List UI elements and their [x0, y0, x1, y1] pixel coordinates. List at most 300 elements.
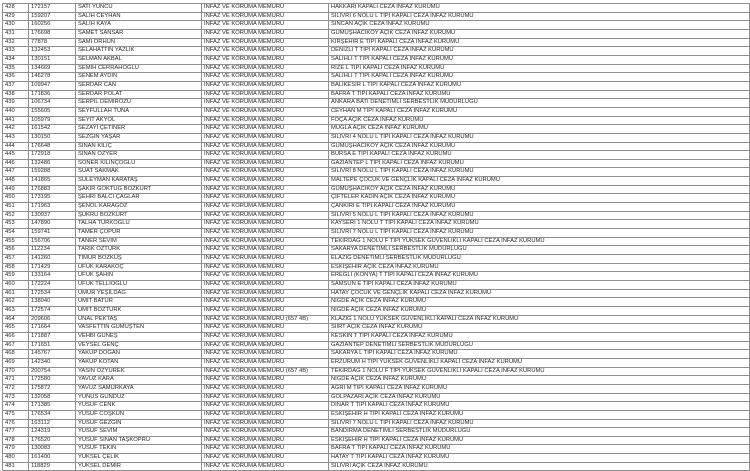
job-title-cell: İNFAZ VE KORUMA MEMURU — [202, 133, 329, 142]
table-row — [3, 350, 750, 359]
assigned-institution-cell: SALİHLİ T TİPİ KAPALI CEZA İNFAZ KURUMU — [329, 55, 750, 64]
job-title-cell: İNFAZ VE KORUMA MEMURU — [202, 4, 329, 13]
row-number-cell: 434 — [3, 55, 29, 64]
table-row — [3, 332, 750, 341]
row-number-cell: 477 — [3, 428, 29, 437]
job-title-cell: İNFAZ VE KORUMA MEMURU — [202, 194, 329, 203]
full-name-cell: SUAT SAKMAK — [76, 168, 202, 177]
assigned-institution-cell: SALİHLİ T TİPİ KAPALI CEZA İNFAZ KURUMU — [329, 73, 750, 82]
row-number-cell: 437 — [3, 81, 29, 90]
registry-number-cell: 141260 — [29, 255, 76, 264]
job-title-cell: İNFAZ VE KORUMA MEMURU — [202, 445, 329, 454]
assigned-institution-cell: SİİRT AÇIK CEZA İNFAZ KURUMU — [329, 324, 750, 333]
table-row — [3, 177, 750, 186]
table-row — [3, 419, 750, 428]
full-name-cell: VEHBİ GÜNEŞ — [76, 332, 202, 341]
table-row — [3, 255, 750, 264]
row-number-cell: 471 — [3, 376, 29, 385]
full-name-cell: YUNUS GÜNDÜZ — [76, 393, 202, 402]
table-row — [3, 159, 750, 168]
table-row — [3, 142, 750, 151]
assigned-institution-cell: EREĞLİ (KONYA) T TİPİ KAPALI CEZA İNFAZ KURUMU — [329, 272, 750, 281]
job-title-cell: İNFAZ VE KORUMA MEMURU — [202, 376, 329, 385]
assigned-institution-cell: HAKKARİ KAPALI CEZA İNFAZ KURUMU — [329, 4, 750, 13]
table-row — [3, 358, 750, 367]
row-number-cell: 446 — [3, 159, 29, 168]
row-number-cell: 461 — [3, 289, 29, 298]
registry-number-cell: 172534 — [29, 289, 76, 298]
assigned-institution-cell: SİLİVRİ AÇIK CEZA İNFAZ KURUMU — [329, 462, 750, 471]
registry-number-cell: 172918 — [29, 151, 76, 160]
row-number-cell: 472 — [3, 384, 29, 393]
full-name-cell: SEZGİN YAŞAR — [76, 133, 202, 142]
job-title-cell: İNFAZ VE KORUMA MEMURU — [202, 73, 329, 82]
row-number-cell: 444 — [3, 142, 29, 151]
full-name-cell: SERDAR CAN — [76, 81, 202, 90]
full-name-cell: YUSUF COŞKUN — [76, 410, 202, 419]
full-name-cell: SATI YÜNCÜ — [76, 4, 202, 13]
table-row — [3, 194, 750, 203]
table-row — [3, 341, 750, 350]
table-row — [3, 454, 750, 463]
full-name-cell: SENEM AYDIN — [76, 73, 202, 82]
registry-number-cell: 130037 — [29, 211, 76, 220]
job-title-cell: İNFAZ VE KORUMA MEMURU — [202, 358, 329, 367]
row-number-cell: 470 — [3, 367, 29, 376]
job-title-cell: İNFAZ VE KORUMA MEMURU — [202, 462, 329, 471]
assigned-institution-cell: SAKARYA DENETİMLİ SERBESTLİK MÜDÜRLÜĞÜ — [329, 246, 750, 255]
assigned-institution-cell: DENİZLİ T TİPİ KAPALI CEZA İNFAZ KURUMU — [329, 47, 750, 56]
row-number-cell: 464 — [3, 315, 29, 324]
row-number-cell: 430 — [3, 21, 29, 30]
table-row — [3, 367, 750, 376]
assigned-institution-cell: SİLİVRİ 7 NOLU L TİPİ KAPALI CEZA İNFAZ KURUMU — [329, 229, 750, 238]
job-title-cell: İNFAZ VE KORUMA MEMURU — [202, 159, 329, 168]
row-number-cell: 467 — [3, 341, 29, 350]
table-row — [3, 445, 750, 454]
assigned-institution-cell: SAKARYA L TİPİ KAPALI CEZA İNFAZ KURUMU — [329, 350, 750, 359]
full-name-cell: TARIK ÖZTÜRK — [76, 246, 202, 255]
table-body — [3, 4, 750, 471]
row-number-cell: 431 — [3, 29, 29, 38]
table-row — [3, 306, 750, 315]
row-number-cell: 465 — [3, 324, 29, 333]
full-name-cell: UMUR YEŞİLDAĞ — [76, 289, 202, 298]
full-name-cell: SELMAN AKBAL — [76, 55, 202, 64]
assigned-institution-cell: SİLİVRİ 6 NOLU L TİPİ KAPALI CEZA İNFAZ KURUMU — [329, 12, 750, 21]
assigned-institution-cell: GÖLPAZARI AÇIK CEZA İNFAZ KURUMU — [329, 393, 750, 402]
table-row — [3, 298, 750, 307]
registry-number-cell: 172574 — [29, 306, 76, 315]
job-title-cell: İNFAZ VE KORUMA MEMURU — [202, 12, 329, 21]
row-number-cell: 456 — [3, 246, 29, 255]
assigned-institution-cell: SİLİVRİ 5 NOLU L TİPİ KAPALI CEZA İNFAZ KURUMU — [329, 211, 750, 220]
row-number-cell: 481 — [3, 462, 29, 471]
job-title-cell: İNFAZ VE KORUMA MEMURU — [202, 237, 329, 246]
job-title-cell: İNFAZ VE KORUMA MEMURU — [202, 47, 329, 56]
job-title-cell: İNFAZ VE KORUMA MEMURU — [202, 116, 329, 125]
assigned-institution-cell: ÇİFTELER KADIN AÇIK CEZA İNFAZ KURUMU — [329, 194, 750, 203]
full-name-cell: SERPİL DEMİRÖZÜ — [76, 99, 202, 108]
job-title-cell: İNFAZ VE KORUMA MEMURU — [202, 332, 329, 341]
assigned-institution-cell: SİLİVRİ 7 NOLU L TİPİ KAPALI CEZA İNFAZ KURUMU — [329, 419, 750, 428]
job-title-cell: İNFAZ VE KORUMA MEMURU — [202, 324, 329, 333]
row-number-cell: 474 — [3, 402, 29, 411]
job-title-cell: İNFAZ VE KORUMA MEMURU — [202, 90, 329, 99]
registry-number-cell: 145767 — [29, 350, 76, 359]
assigned-institution-cell: DİNAR T TİPİ KAPALI CEZA İNFAZ KURUMU — [329, 402, 750, 411]
assigned-institution-cell: BAFRA T TİPİ KAPALI CEZA İNFAZ KURUMU — [329, 445, 750, 454]
registry-number-cell: 171664 — [29, 324, 76, 333]
table-row — [3, 125, 750, 134]
assigned-institution-cell: BALIKESİR L TİPİ KAPALI CEZA İNFAZ KURUMU — [329, 81, 750, 90]
assigned-institution-cell: BAFRA T TİPİ KAPALI CEZA İNFAZ KURUMU — [329, 90, 750, 99]
assigned-institution-cell: KAYSERİ 1 NOLU T TİPİ KAPALI CEZA İNFAZ KURUMU — [329, 220, 750, 229]
row-number-cell: 441 — [3, 116, 29, 125]
registry-number-cell: 138040 — [29, 298, 76, 307]
full-name-cell: UFUK ŞAHİN — [76, 272, 202, 281]
table-row — [3, 168, 750, 177]
row-number-cell: 445 — [3, 151, 29, 160]
job-title-cell: İNFAZ VE KORUMA MEMURU — [202, 341, 329, 350]
row-number-cell: 443 — [3, 133, 29, 142]
registry-number-cell: 171385 — [29, 402, 76, 411]
job-title-cell: İNFAZ VE KORUMA MEMURU — [202, 393, 329, 402]
row-number-cell: 440 — [3, 107, 29, 116]
full-name-cell: SALİH KAYA — [76, 21, 202, 30]
table-row — [3, 324, 750, 333]
registry-number-cell: 130151 — [29, 55, 76, 64]
full-name-cell: TANER SEVİM — [76, 237, 202, 246]
full-name-cell: ÜNAL PEKTAŞ — [76, 315, 202, 324]
assigned-institution-cell: NİĞDE AÇIK CEZA İNFAZ KURUMU — [329, 298, 750, 307]
full-name-cell: ÜMİT BOZTÜRK — [76, 306, 202, 315]
full-name-cell: SÜLEYMAN KARATAŞ — [76, 177, 202, 186]
full-name-cell: TAMER ÇOPUR — [76, 229, 202, 238]
assigned-institution-cell: BANDIRMA DENETİMLİ SERBESTLİK MÜDÜRLÜĞÜ — [329, 428, 750, 437]
registry-number-cell: 159288 — [29, 168, 76, 177]
full-name-cell: SİNAN KILIÇ — [76, 142, 202, 151]
full-name-cell: TALHA TÜRKOĞLU — [76, 220, 202, 229]
job-title-cell: İNFAZ VE KORUMA MEMURU — [202, 428, 329, 437]
job-title-cell: İNFAZ VE KORUMA MEMURU — [202, 81, 329, 90]
full-name-cell: SİNAN ÖZYER — [76, 151, 202, 160]
registry-number-cell: 163112 — [29, 419, 76, 428]
job-title-cell: İNFAZ VE KORUMA MEMURU — [202, 272, 329, 281]
registry-number-cell: 132486 — [29, 159, 76, 168]
full-name-cell: SEYİT AKYOL — [76, 116, 202, 125]
registry-number-cell: 141865 — [29, 177, 76, 186]
registry-number-cell: 176648 — [29, 142, 76, 151]
table-row — [3, 315, 750, 324]
registry-number-cell: 161542 — [29, 125, 76, 134]
table-row — [3, 29, 750, 38]
row-number-cell: 459 — [3, 272, 29, 281]
full-name-cell: TİMUR BOZKUŞ — [76, 255, 202, 264]
registry-number-cell: 209606 — [29, 315, 76, 324]
full-name-cell: YAVUZ KARA — [76, 376, 202, 385]
assigned-institution-cell: SAMSUN E TİPİ KAPALI CEZA İNFAZ KURUMU — [329, 281, 750, 290]
full-name-cell: SAMİ ORHUN — [76, 38, 202, 47]
table-row — [3, 99, 750, 108]
full-name-cell: YÜKSEL DEMİR — [76, 462, 202, 471]
registry-number-cell: 171963 — [29, 203, 76, 212]
registry-number-cell: 161400 — [29, 454, 76, 463]
job-title-cell: İNFAZ VE KORUMA MEMURU — [202, 55, 329, 64]
registry-number-cell: 130083 — [29, 445, 76, 454]
row-number-cell: 453 — [3, 220, 29, 229]
assigned-institution-cell: ESKİŞEHİR AÇIK CEZA İNFAZ KURUMU — [329, 263, 750, 272]
registry-number-cell: 156706 — [29, 237, 76, 246]
row-number-cell: 452 — [3, 211, 29, 220]
table-row — [3, 12, 750, 21]
full-name-cell: YAKUP KOTAN — [76, 358, 202, 367]
full-name-cell: YUSUF TEKİN — [76, 445, 202, 454]
registry-number-cell: 105979 — [29, 116, 76, 125]
registry-number-cell: 171429 — [29, 263, 76, 272]
assigned-institution-cell: MALTEPE ÇOCUK VE GENÇLİK KAPALI CEZA İNFAZ KURUMU — [329, 177, 750, 186]
registry-number-cell: 176883 — [29, 185, 76, 194]
full-name-cell: SEZAYİ ÇETİNER — [76, 125, 202, 134]
job-title-cell: İNFAZ VE KORUMA MEMURU — [202, 99, 329, 108]
full-name-cell: YAVUZ SAMURKAYA — [76, 384, 202, 393]
job-title-cell: İNFAZ VE KORUMA MEMURU — [202, 410, 329, 419]
assigned-institution-cell: HATAY T TİPİ KAPALI CEZA İNFAZ KURUMU — [329, 454, 750, 463]
row-number-cell: 469 — [3, 358, 29, 367]
table-row — [3, 384, 750, 393]
assigned-institution-cell: BURSA E TİPİ KAPALI CEZA İNFAZ KURUMU — [329, 151, 750, 160]
registry-number-cell: 172157 — [29, 4, 76, 13]
assigned-institution-cell: GAZİANTEP DENETİMLİ SERBESTLİK MÜDÜRLÜĞÜ — [329, 341, 750, 350]
full-name-cell: ŞAKİR GÖKTUĞ BOZKURT — [76, 185, 202, 194]
registry-number-cell: 130150 — [29, 133, 76, 142]
assigned-institution-cell: ERZURUM H TİPİ YÜKSEK GÜVENLİKLİ KAPALI CEZA İNFAZ KURUMU — [329, 358, 750, 367]
registry-number-cell: 146278 — [29, 73, 76, 82]
registry-number-cell: 171836 — [29, 90, 76, 99]
assigned-institution-cell: GÜMÜŞHACIKÖY AÇIK CEZA İNFAZ KURUMU — [329, 142, 750, 151]
table-row — [3, 55, 750, 64]
assigned-institution-cell: KIRŞEHİR E TİPİ KAPALI CEZA İNFAZ KURUMU — [329, 38, 750, 47]
job-title-cell: İNFAZ VE KORUMA MEMURU — [202, 281, 329, 290]
assigned-institution-cell: ELAZIĞ DENETİMLİ SERBESTLİK MÜDÜRLÜĞÜ — [329, 255, 750, 264]
table-row — [3, 81, 750, 90]
registry-number-cell: 175872 — [29, 384, 76, 393]
row-number-cell: 438 — [3, 90, 29, 99]
registry-number-cell: 176698 — [29, 29, 76, 38]
job-title-cell: İNFAZ VE KORUMA MEMURU — [202, 419, 329, 428]
row-number-cell: 429 — [3, 12, 29, 21]
table-row — [3, 47, 750, 56]
job-title-cell: İNFAZ VE KORUMA MEMURU — [202, 64, 329, 73]
job-title-cell: İNFAZ VE KORUMA MEMURU — [202, 107, 329, 116]
job-title-cell: İNFAZ VE KORUMA MEMURU — [202, 38, 329, 47]
row-number-cell: 468 — [3, 350, 29, 359]
row-number-cell: 476 — [3, 419, 29, 428]
job-title-cell: İNFAZ VE KORUMA MEMURU — [202, 151, 329, 160]
job-title-cell: İNFAZ VE KORUMA MEMURU — [202, 350, 329, 359]
registry-number-cell: 173195 — [29, 194, 76, 203]
assigned-institution-cell: ESKİŞEHİR H TİPİ KAPALI CEZA İNFAZ KURUMU — [329, 410, 750, 419]
assigned-institution-cell: AĞRI M TİPİ KAPALI CEZA İNFAZ KURUMU — [329, 384, 750, 393]
full-name-cell: YUSUF GEZGİN — [76, 419, 202, 428]
job-title-cell: İNFAZ VE KORUMA MEMURU — [202, 21, 329, 30]
assigned-institution-cell: NİĞDE AÇIK CEZA İNFAZ KURUMU — [329, 306, 750, 315]
assigned-institution-cell: GÜMÜŞHACIKÖY AÇIK CEZA İNFAZ KURUMU — [329, 29, 750, 38]
row-number-cell: 432 — [3, 38, 29, 47]
job-title-cell: İNFAZ VE KORUMA MEMURU — [202, 306, 329, 315]
registry-number-cell: 124319 — [29, 428, 76, 437]
row-number-cell: 462 — [3, 298, 29, 307]
table-row — [3, 133, 750, 142]
registry-number-cell: 109947 — [29, 81, 76, 90]
full-name-cell: SEYFULLAH TUNA — [76, 107, 202, 116]
full-name-cell: SONER KILINÇOĞLU — [76, 159, 202, 168]
registry-number-cell: 112234 — [29, 246, 76, 255]
table-row — [3, 289, 750, 298]
table-row — [3, 38, 750, 47]
row-number-cell: 449 — [3, 185, 29, 194]
full-name-cell: YASİN ÖZYUREK — [76, 367, 202, 376]
job-title-cell: İNFAZ VE KORUMA MEMURU — [202, 436, 329, 445]
job-title-cell: İNFAZ VE KORUMA MEMURU (657 4B) — [202, 367, 329, 376]
table-row — [3, 229, 750, 238]
table-row — [3, 237, 750, 246]
assigned-institution-cell: KESKİN T TİPİ KAPALI CEZA İNFAZ KURUMU — [329, 332, 750, 341]
job-title-cell: İNFAZ VE KORUMA MEMURU — [202, 454, 329, 463]
registry-number-cell: 118829 — [29, 462, 76, 471]
assigned-institution-cell: ÇANKIRI E TİPİ KAPALI CEZA İNFAZ KURUMU — [329, 203, 750, 212]
job-title-cell: İNFAZ VE KORUMA MEMURU — [202, 263, 329, 272]
assigned-institution-cell: HATAY ÇOCUK VE GENÇLİK KAPALI CEZA İNFAZ KURUMU — [329, 289, 750, 298]
full-name-cell: YUSUF CENK — [76, 402, 202, 411]
full-name-cell: SALİH CEYHAN — [76, 12, 202, 21]
full-name-cell: ÜMİT BATUR — [76, 298, 202, 307]
table-row — [3, 21, 750, 30]
job-title-cell: İNFAZ VE KORUMA MEMURU — [202, 289, 329, 298]
row-number-cell: 454 — [3, 229, 29, 238]
registry-number-cell: 106734 — [29, 99, 76, 108]
full-name-cell: YUSUF SEVİM — [76, 428, 202, 437]
table-row — [3, 436, 750, 445]
assigned-institution-cell: SİLİVRİ 4 NOLU L TİPİ KAPALI CEZA İNFAZ KURUMU — [329, 133, 750, 142]
job-title-cell: İNFAZ VE KORUMA MEMURU — [202, 185, 329, 194]
table-row — [3, 393, 750, 402]
registry-number-cell: 176520 — [29, 436, 76, 445]
full-name-cell: YAKUP DOĞAN — [76, 350, 202, 359]
table-row — [3, 376, 750, 385]
table-row — [3, 64, 750, 73]
table-row — [3, 90, 750, 99]
job-title-cell: İNFAZ VE KORUMA MEMURU — [202, 142, 329, 151]
assigned-institution-cell: NİĞDE AÇIK CEZA İNFAZ KURUMU — [329, 376, 750, 385]
row-number-cell: 428 — [3, 4, 29, 13]
table-row — [3, 246, 750, 255]
row-number-cell: 458 — [3, 263, 29, 272]
table-row — [3, 185, 750, 194]
full-name-cell: SERDAR POLAT — [76, 90, 202, 99]
full-name-cell: VEYSEL GENÇ — [76, 341, 202, 350]
registry-number-cell: 159207 — [29, 12, 76, 21]
job-title-cell: İNFAZ VE KORUMA MEMURU — [202, 177, 329, 186]
assigned-institution-cell: GÜMÜŞHACIKÖY AÇIK CEZA İNFAZ KURUMU — [329, 185, 750, 194]
row-number-cell: 463 — [3, 306, 29, 315]
row-number-cell: 479 — [3, 445, 29, 454]
job-title-cell: İNFAZ VE KORUMA MEMURU — [202, 203, 329, 212]
assigned-institution-cell: FOÇA AÇIK CEZA İNFAZ KURUMU — [329, 116, 750, 125]
job-title-cell: İNFAZ VE KORUMA MEMURU — [202, 29, 329, 38]
row-number-cell: 435 — [3, 64, 29, 73]
table-row — [3, 107, 750, 116]
registry-number-cell: 77878 — [29, 38, 76, 47]
table-row — [3, 402, 750, 411]
job-title-cell: İNFAZ VE KORUMA MEMURU — [202, 298, 329, 307]
full-name-cell: VASFETTİN GÜMÜŞTEN — [76, 324, 202, 333]
row-number-cell: 457 — [3, 255, 29, 264]
full-name-cell: ŞEHRİ BALCI ÇAĞLAR — [76, 194, 202, 203]
full-name-cell: ŞENOL KARAGÖZ — [76, 203, 202, 212]
job-title-cell: İNFAZ VE KORUMA MEMURU — [202, 255, 329, 264]
registry-number-cell: 176534 — [29, 410, 76, 419]
table-row — [3, 410, 750, 419]
row-number-cell: 475 — [3, 410, 29, 419]
assigned-institution-cell: ANKARA BATI DENETİMLİ SERBESTLİK MÜDÜRLÜĞÜ — [329, 99, 750, 108]
row-number-cell: 460 — [3, 281, 29, 290]
full-name-cell: YÜKSEL ÇELİK — [76, 454, 202, 463]
full-name-cell: SEMİH CERRAHOĞLU — [76, 64, 202, 73]
full-name-cell: ŞÜKRÜ BOZKURT — [76, 211, 202, 220]
registry-number-cell: 155605 — [29, 107, 76, 116]
registry-number-cell: 133164 — [29, 272, 76, 281]
row-number-cell: 436 — [3, 73, 29, 82]
row-number-cell: 433 — [3, 47, 29, 56]
row-number-cell: 448 — [3, 177, 29, 186]
table-row — [3, 220, 750, 229]
row-number-cell: 447 — [3, 168, 29, 177]
full-name-cell: SELAHATTİN YAZLIK — [76, 47, 202, 56]
table-row — [3, 462, 750, 471]
registry-number-cell: 172580 — [29, 376, 76, 385]
job-title-cell: İNFAZ VE KORUMA MEMURU — [202, 229, 329, 238]
job-title-cell: İNFAZ VE KORUMA MEMURU — [202, 211, 329, 220]
assigned-institution-cell: SİNCAN AÇIK CEZA İNFAZ KURUMU — [329, 21, 750, 30]
registry-number-cell: 200754 — [29, 367, 76, 376]
table-row — [3, 73, 750, 82]
full-name-cell: SAMET SANSAR — [76, 29, 202, 38]
table-row — [3, 263, 750, 272]
job-title-cell: İNFAZ VE KORUMA MEMURU — [202, 168, 329, 177]
job-title-cell: İNFAZ VE KORUMA MEMURU (657 4B) — [202, 315, 329, 324]
row-number-cell: 455 — [3, 237, 29, 246]
table-row — [3, 428, 750, 437]
row-number-cell: 480 — [3, 454, 29, 463]
assigned-institution-cell: CEYHAN M TİPİ KAPALI CEZA İNFAZ KURUMU — [329, 107, 750, 116]
full-name-cell: UFUK KARAKOÇ — [76, 263, 202, 272]
row-number-cell: 466 — [3, 332, 29, 341]
job-title-cell: İNFAZ VE KORUMA MEMURU — [202, 125, 329, 134]
table-row — [3, 211, 750, 220]
table-row — [3, 281, 750, 290]
registry-number-cell: 147890 — [29, 220, 76, 229]
assigned-institution-cell: KLAZIĞ 1 NOLU YÜKSEK GÜVENLİKLİ KAPALI CEZA İNFAZ KURUMU — [329, 315, 750, 324]
table-row — [3, 203, 750, 212]
row-number-cell: 439 — [3, 99, 29, 108]
table-row — [3, 4, 750, 13]
table-row — [3, 151, 750, 160]
registry-number-cell: 142340 — [29, 358, 76, 367]
row-number-cell: 450 — [3, 194, 29, 203]
personnel-table — [2, 3, 750, 471]
assigned-institution-cell: ESKİŞEHİR H TİPİ KAPALI CEZA İNFAZ KURUMU — [329, 436, 750, 445]
